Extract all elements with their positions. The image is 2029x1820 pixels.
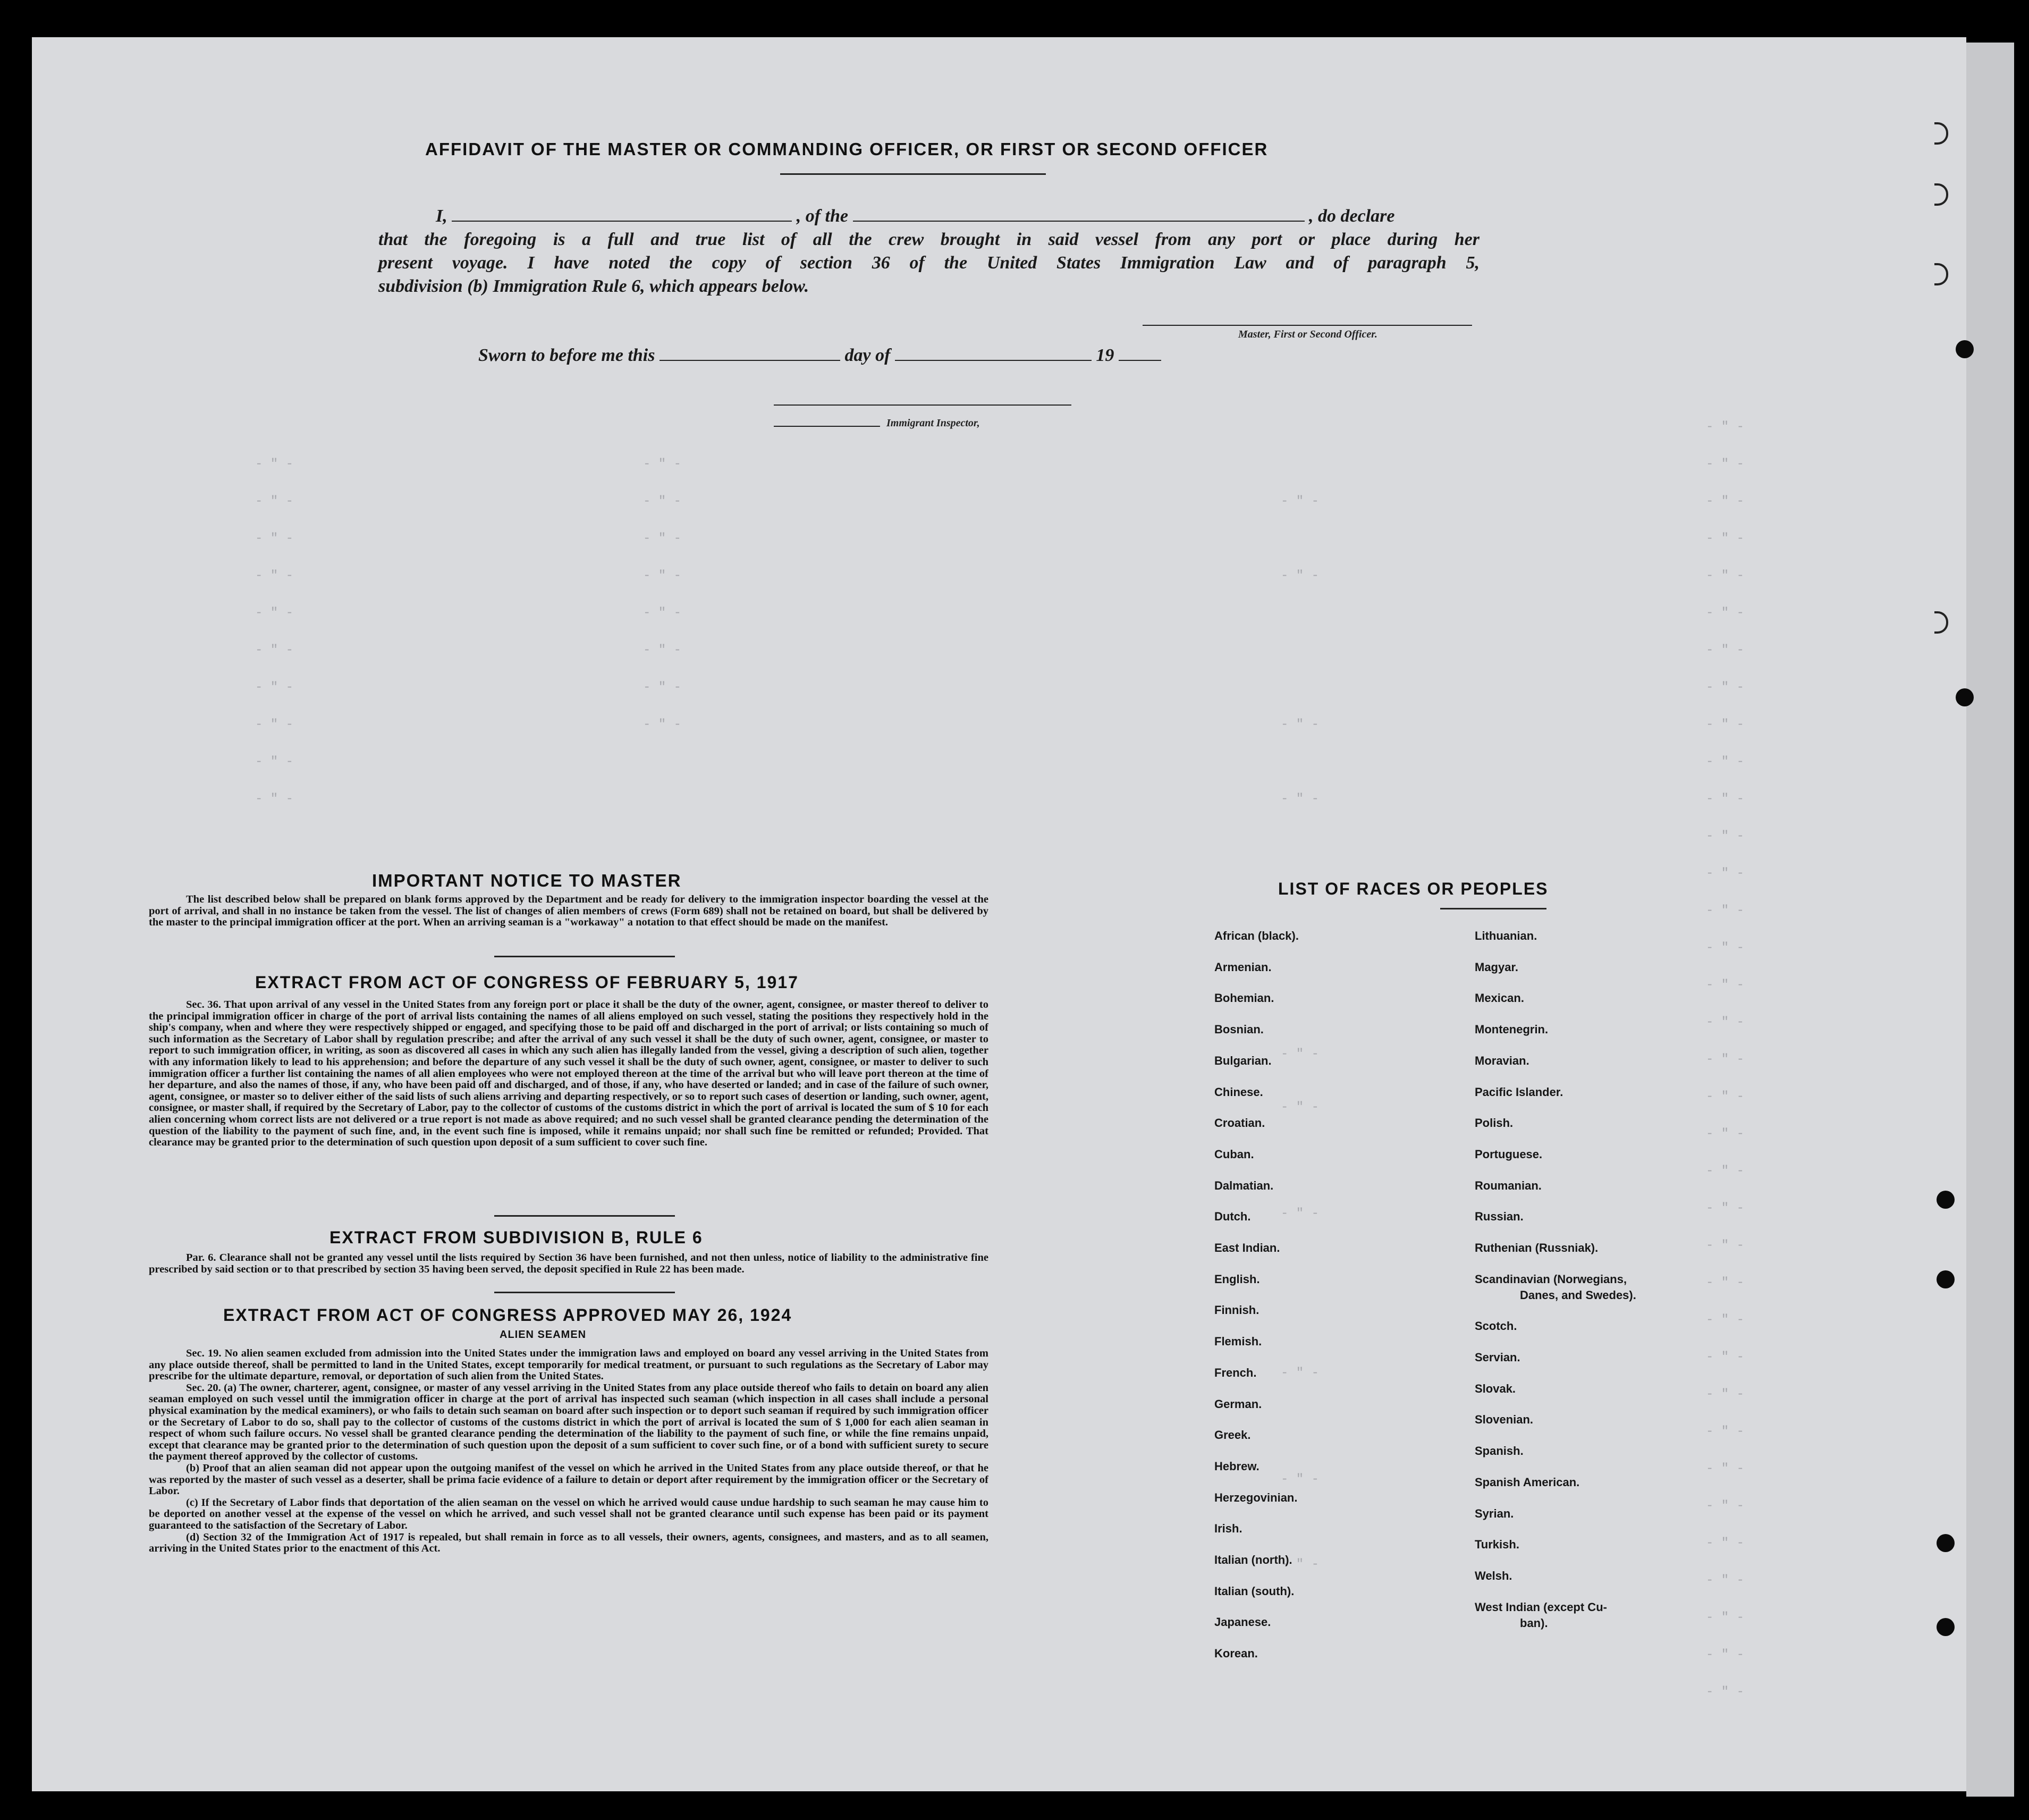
race-item: Slovak. bbox=[1475, 1382, 1516, 1395]
race-item: Spanish. bbox=[1475, 1444, 1524, 1457]
race-item: Dutch. bbox=[1214, 1210, 1251, 1223]
race-item: Italian (south). bbox=[1214, 1585, 1295, 1598]
race-item: Herzegovinian. bbox=[1214, 1491, 1298, 1504]
rule-6-body bbox=[149, 1252, 988, 1275]
race-item: Servian. bbox=[1475, 1351, 1520, 1364]
race-item: Spanish American. bbox=[1475, 1476, 1580, 1489]
act-1924-section-20c: (c) If the Secretary of Labor finds that deportation of the alien seaman on the vessel on which he arrived would cause undue hardship to such seaman he may cause him to be deported on another vessel at the expense of the vessel on which he arrived, and such vessel shall not be granted clearance until such expense has been paid or its payment guaranteed to the satisfaction of the Secretary of Labor. bbox=[149, 1496, 988, 1531]
race-item: ban). bbox=[1520, 1616, 1548, 1630]
race-item: Danes, and Swedes). bbox=[1520, 1288, 1636, 1302]
act-1924-title: EXTRACT FROM ACT OF CONGRESS APPROVED MAY 26, 1924 bbox=[223, 1305, 792, 1325]
race-item: Korean. bbox=[1214, 1647, 1258, 1660]
race-item: German. bbox=[1214, 1397, 1262, 1411]
race-item: Bulgarian. bbox=[1214, 1054, 1272, 1067]
race-item: Flemish. bbox=[1214, 1335, 1262, 1348]
race-item: English. bbox=[1214, 1273, 1260, 1286]
race-item: Armenian. bbox=[1214, 960, 1272, 974]
races-rule bbox=[1440, 908, 1546, 909]
sworn-year-blank[interactable] bbox=[1119, 359, 1161, 361]
binder-hole-2 bbox=[1956, 688, 1974, 706]
race-item: Ruthenian (Russniak). bbox=[1475, 1241, 1599, 1254]
sworn-line bbox=[478, 346, 1161, 366]
race-item: Scandinavian (Norwegians, bbox=[1475, 1273, 1627, 1286]
affidavit-line-4: subdivision (b) Immigration Rule 6, which appears below. bbox=[378, 276, 809, 296]
race-item: Slovenian. bbox=[1475, 1413, 1534, 1426]
race-item: Hebrew. bbox=[1214, 1460, 1259, 1473]
race-item: Japanese. bbox=[1214, 1615, 1271, 1629]
affidavit-line-3: present voyage. I have noted the copy of section 36 of the United States Immigration Law and of paragraph 5, bbox=[378, 253, 1480, 273]
race-item: Italian (north). bbox=[1214, 1553, 1292, 1566]
binder-hole-5 bbox=[1937, 1534, 1955, 1552]
master-name-blank[interactable] bbox=[452, 220, 792, 222]
race-item: Greek. bbox=[1214, 1428, 1251, 1442]
race-item: Moravian. bbox=[1475, 1054, 1529, 1067]
act-1917-title: EXTRACT FROM ACT OF CONGRESS OF FEBRUARY 5, 1917 bbox=[255, 973, 799, 992]
race-item: Polish. bbox=[1475, 1116, 1514, 1130]
notice-body bbox=[149, 894, 988, 929]
race-item: Russian. bbox=[1475, 1210, 1524, 1223]
act-1924-section-20d: (d) Section 32 of the Immigration Act of 1917 is repealed, but shall remain in force as to all vessels, their owners, agents, consignees, and masters, and as to all seamen, arriving in the United States prior to the enactment of this Act. bbox=[149, 1531, 988, 1555]
page-edge bbox=[1966, 43, 2014, 1797]
race-item: Syrian. bbox=[1475, 1507, 1514, 1520]
act-1917-rule bbox=[494, 1215, 675, 1217]
race-item: Bosnian. bbox=[1214, 1023, 1264, 1036]
race-item: Pacific Islander. bbox=[1475, 1085, 1563, 1099]
race-item: Mexican. bbox=[1475, 991, 1524, 1005]
race-item: Chinese. bbox=[1214, 1085, 1263, 1099]
act-1917-section-36: Sec. 36. That upon arrival of any vessel in the United States from any foreign port or place it shall be the duty of the owner, agent, consignee, or master thereof to deliver to the principal immigration officer in charge of the port of arrival lists containing the names of all aliens employed on such vessel, stating the positions they respectively hold in the ship's company, when and where they were respectively shipped or engaged, and specifying those to be paid off and discharged in the port of arrival; or lists containing so much of such information as the Secretary of Labor shall by regulation prescribe; and after the arrival of any such vessel it shall be the duty of such owner, agent, consignee, or master to report to such immigration officer, in writing, as soon as discovered all cases in which any such alien has illegally landed from the vessel, giving a description of such alien, together with any information likely to lead to his apprehension; and before the departure of any such vessel it shall be the duty of such owner, agent, consignee, or master to deliver to such immigration officer a further list containing the names of all alien employees who were not employed thereon at the time of the arrival but who will leave port thereon at the time of her departure, and also the names of those, if any, who have been paid off and discharged, and of those, if any, who have deserted or landed; and in case of the failure of such owner, agent, consignee, or master so to deliver either of the said lists of such aliens arriving and departing respectively, or so to report such cases of desertion or landing, such owner, agent, consignee, or master shall, if required by the Secretary of Labor, pay to the collector of customs of the customs district in which the port of arrival is located the sum of $ 10 for each alien concerning whom correct lists are not delivered or a true report is not made as above required; and no such vessel shall be granted clearance pending the determination of the question of the liability to the payment of such fine, and, in the event such fine is imposed, while it remains unpaid; nor shall such fine be remitted or refunded; Provided. That clearance may be granted prior to the determination of such question upon deposit of a sum sufficient to cover such fine. bbox=[149, 999, 988, 1149]
race-item: Finnish. bbox=[1214, 1303, 1259, 1317]
race-item: West Indian (except Cu- bbox=[1475, 1600, 1607, 1614]
race-item: Turkish. bbox=[1475, 1538, 1519, 1551]
master-signature-label: Master, First or Second Officer. bbox=[1238, 328, 1377, 340]
binder-hole-1 bbox=[1956, 340, 1974, 358]
notice-paragraph: The list described below shall be prepared on blank forms approved by the Department and be ready for delivery to the immigration inspector boarding the vessel at the port of arrival, and shall in no instance be taken from the vessel. The list of changes of alien members of crews (Form 689) shall not be retained on board, but shall be delivered by the master to the principal immigration officer at the port. When an arriving seaman is a "workaway" a notation to that effect should be made on the manifest. bbox=[149, 894, 988, 929]
sworn-label: Sworn to before me this bbox=[478, 346, 655, 365]
sworn-month-blank[interactable] bbox=[895, 359, 1092, 361]
master-signature-blank[interactable] bbox=[1143, 324, 1472, 326]
race-item: Magyar. bbox=[1475, 960, 1518, 974]
inspector-label: Immigrant Inspector, bbox=[886, 417, 980, 429]
affidavit-of-the-label: , of the bbox=[796, 206, 849, 226]
race-item: East Indian. bbox=[1214, 1241, 1280, 1254]
race-item: Bohemian. bbox=[1214, 991, 1274, 1005]
binder-hole-4 bbox=[1937, 1270, 1955, 1288]
race-item: Croatian. bbox=[1214, 1116, 1265, 1130]
document-page: - " - - " - - " - - " - - " - - " - - " - - " - - " - - " - - " - - " - - " - - " - - " - - " - - " - - " - - " - - " - - " - - " - - " - - " - - " - - " - - " - - " - - " - - " - - " - - " - - " - - " - - " - - " - - " - - " - - " - - " - - " - - " - - " - - " - - " - - " - - " - - " - - " - - " - - " - - " - - " - - " - - " - - " - - " - - " - - " - - " - - " - - " - - " - AFFIDAVIT OF THE MASTER OR COMMANDING OFFICER, OR FIRST OR SECOND OFFICER I, , of the , do declare that the foregoing is a full and true list of all the crew brought in said vessel from any port or place during her present voyage. I have noted the copy of section 36 of the United States Immigration Law and of paragraph 5, subdivision (b) Immigration Rule 6, which appears below. Master, First or Second Officer. Sworn to before me this day of 19 Immigrant Inspector, IMPORTANT NOTICE TO MASTER The list described below shall be prepared on blank forms approved by the Department and be ready for delivery to the immigration inspector boarding the vessel at the port of arrival, and shall in no instance be taken from the vessel. The list of changes of alien members of crews (Form 689) shall not be retained on board, but shall be delivered by the master to the principal immigration officer at the port. When an arriving seaman is a "workaway" a notation to that effect should be made on the manifest. EXTRACT FROM ACT OF CONGRESS OF FEBRUARY 5, 1917 Sec. 36. That upon arrival of any vessel in the United States from any foreign port or place it shall be the duty of the owner, agent, consignee, or master thereof to deliver to the principal immigration officer in charge of the port of arrival lists containing the names of all aliens employed on such vessel, stating the positions they respectively hold in the ship's company, when and where they were respectively shipped or engaged, and specifying those to be paid off and discharged in the port of arrival; or lists containing so much of such information as the Secretary of Labor shall by regulation prescribe; and after the arrival of any such vessel it shall be the duty of such owner, agent, consignee, or master to report to such immigration officer, in writing, as soon as discovered all cases in which any such alien has illegally landed from the vessel, giving a description of such alien, together with any information likely to lead to his apprehension; and before the departure of any such vessel it shall be the duty of such owner, agent, consignee, or master to deliver to such immigration officer a further list containing the names of all alien employees who were not employed thereon at the time of the arrival but who will leave port thereon at the time of her departure, and also the names of those, if any, who have been paid off and discharged, and of those, if any, who have deserted or landed; and in case of the failure of such owner, agent, consignee, or master so to deliver either of the said lists of such aliens arriving and departing respectively, or so to report such cases of desertion or landing, such owner, agent, consignee, or master shall, if required by the Secretary of Labor, pay to the collector of customs of the customs district in which the port of arrival is located the sum of $ 10 for each alien concerning whom correct lists are not delivered or a true report is not made as above required; and no such vessel shall be granted clearance pending the determination of the question of the liability to the payment of such fine, and, in the event such fine is imposed, while it remains unpaid; nor shall such fine be remitted or refunded; Provided. That clearance may be granted prior to the determination of such question upon deposit of a sum sufficient to cover such fine. EXTRACT FROM SUBDIVISION B, RULE 6 Par. 6. Clearance shall not be granted any vessel until the lists required by Section 36 have been furnished, and not then unless, notice of liability to the administrative fine prescribed by said section or to that prescribed by section 35 having been served, the deposit specified in Rule 22 has been made. EXTRACT FROM ACT OF CONGRESS APPROVED MAY 26, 1924 ALIEN SEAMEN Sec. 19. No alien seamen excluded from admission into the United States under the immigration laws and employed on board any vessel arriving in the United States from any place outside thereof, shall be permitted to land in the United States, except temporarily for medical treatment, or pursuant to such regulations as the Secretary of Labor may prescribe for the ultimate departure, removal, or deportation of such alien from the United States. Sec. 20. (a) The owner, charterer, agent, consignee, or master of any vessel arriving in the United States from any place outside thereof who fails to detain on board any alien seaman employed on such vessel until the immigration officer in charge at the port of arrival has inspected such seaman (which inspection in all cases shall include a personal physical examination by the medical examiners), or who fails to detain such seaman on board after such inspection or to deport such seaman if required by such immigration officer or the Secretary of Labor to do so, shall pay to the collector of customs of the customs district in which the port of arrival is located the sum of $ 1,000 for each alien seaman in respect of whom such failure occurs. No vessel shall be granted clearance pending the determination of the liability to the payment of such fine, or while the fine remains unpaid, except that clearance may be granted prior to the determination of such question upon the deposit of a sum sufficient to cover such fine, or of a bond with sufficient surety to secure the payment thereof approved by the collector of customs. (b) Proof that an alien seaman did not appear upon the outgoing manifest of the vessel on which he arrived in the United States from any place outside thereof, or that he was reported by the master of such vessel as a deserter, shall be prima facie evidence of a failure to detain or deport after requirement by the immigration officer or the Secretary of Labor. (c) If the Secretary of Labor finds that deportation of the alien seaman on the vessel on which he arrived would cause undue hardship to such seaman he may cause him to be deported on another vessel at the expense of the vessel on which he arrived, and such vessel shall not be granted clearance until such expense has been paid or its payment guaranteed to the satisfaction of the Secretary of Labor. (d) Section 32 of the Immigration Act of 1917 is repealed, but shall remain in force as to all vessels, their owners, agents, consignees, and masters, and as to all seamen, arriving in the United States prior to the enactment of this Act. LIST OF RACES OR PEOPLES African (black). Armenian. Bohemian. Bosnian. Bulgarian. Chinese. Croatian. Cuban. Dalmatian. Dutch. East Indian. English. Finnish. Flemish. French. German. Greek. Hebrew. Herzegovinian. Irish. Italian (north). Italian (south). Japanese. Korean. Lithuanian. Magyar. Mexican. Montenegrin. Moravian. Pacific Islander. Polish. Portuguese. Roumanian. Russian. Ruthenian (Russniak). Scandinavian (Norwegians, Danes, and Swedes). Scotch. Servian. Slovak. Slovenian. Spanish. Spanish American. Syrian. Turkish. Welsh. West Indian (except Cu- ban). bbox=[32, 37, 1966, 1791]
affidavit-i-label: I, bbox=[436, 206, 447, 226]
year-label: 19 bbox=[1096, 346, 1114, 365]
race-item: Portuguese. bbox=[1475, 1148, 1543, 1161]
inspector-signature-top-rule bbox=[774, 404, 1071, 406]
rule-6-paragraph: Par. 6. Clearance shall not be granted any vessel until the lists required by Section 36 have been furnished, and not then unless, notice of liability to the administrative fine prescribed by said section or to that prescribed by section 35 having been served, the deposit specified in Rule 22 has been made. bbox=[149, 1252, 988, 1275]
race-item: Irish. bbox=[1214, 1522, 1242, 1535]
race-item: Lithuanian. bbox=[1475, 929, 1537, 942]
affidavit-title: AFFIDAVIT OF THE MASTER OR COMMANDING OFFICER, OR FIRST OR SECOND OFFICER bbox=[425, 139, 1269, 159]
binder-hole-6 bbox=[1937, 1618, 1955, 1636]
act-1924-section-19: Sec. 19. No alien seamen excluded from admission into the United States under the immigration laws and employed on board any vessel arriving in the United States from any place outside thereof, shall be permitted to land in the United States, except temporarily for medical treatment, or pursuant to such regulations as the Secretary of Labor may prescribe for the ultimate departure, removal, or deportation of such alien from the United States. bbox=[149, 1347, 988, 1383]
sworn-day-blank[interactable] bbox=[660, 359, 840, 361]
races-title: LIST OF RACES OR PEOPLES bbox=[1278, 879, 1549, 898]
act-1924-subtitle: ALIEN SEAMEN bbox=[500, 1329, 587, 1341]
day-of-label: day of bbox=[844, 346, 891, 365]
race-item: Scotch. bbox=[1475, 1319, 1517, 1333]
title-rule bbox=[780, 173, 1046, 175]
vessel-name-blank[interactable] bbox=[853, 220, 1305, 222]
race-item: Roumanian. bbox=[1475, 1179, 1542, 1192]
rule-6-title: EXTRACT FROM SUBDIVISION B, RULE 6 bbox=[329, 1228, 703, 1247]
act-1924-body bbox=[149, 1348, 988, 1555]
race-item: African (black). bbox=[1214, 929, 1299, 942]
race-item: French. bbox=[1214, 1366, 1257, 1379]
affidavit-declare-label: , do declare bbox=[1309, 206, 1395, 226]
notice-title: IMPORTANT NOTICE TO MASTER bbox=[372, 871, 682, 890]
race-item: Welsh. bbox=[1475, 1569, 1512, 1582]
affidavit-line-2: that the foregoing is a full and true list of all the crew brought in said vessel from any port or place during her bbox=[378, 230, 1480, 249]
race-item: Montenegrin. bbox=[1475, 1023, 1549, 1036]
inspector-signature-blank[interactable] bbox=[774, 425, 880, 427]
race-item: Cuban. bbox=[1214, 1148, 1254, 1161]
act-1924-section-20a: Sec. 20. (a) The owner, charterer, agent, consignee, or master of any vessel arriving in the United States from any place outside thereof who fails to detain on board any alien seaman employed on such vessel until the immigration officer in charge at the port of arrival has inspected such seaman (which inspection in all cases shall include a personal physical examination by the medical examiners), or who fails to detain such seaman on board after such inspection or to deport such seaman if required by such immigration officer or the Secretary of Labor to do so, shall pay to the collector of customs of the customs district in which the port of arrival is located the sum of $ 1,000 for each alien seaman in respect of whom such failure occurs. No vessel shall be granted clearance pending the determination of the liability to the payment of such fine, or while the fine remains unpaid, except that clearance may be granted prior to the determination of such question upon the deposit of a sum sufficient to cover such fine, or of a bond with sufficient surety to secure the payment thereof approved by the collector of customs. bbox=[149, 1381, 988, 1463]
notice-rule bbox=[494, 956, 675, 957]
race-item: Dalmatian. bbox=[1214, 1179, 1274, 1192]
affidavit-line-1 bbox=[436, 206, 1394, 226]
act-1917-body bbox=[149, 999, 988, 1149]
rule-6-rule bbox=[494, 1292, 675, 1293]
act-1924-section-20b: (b) Proof that an alien seaman did not appear upon the outgoing manifest of the vessel on which he arrived in the United States from any place outside thereof, or that he was reported by the master of such vessel as a deserter, shall be prima facie evidence of a failure to detain or deport after requirement by the immigration officer or the Secretary of Labor. bbox=[149, 1462, 988, 1497]
binder-hole-3 bbox=[1937, 1191, 1955, 1209]
